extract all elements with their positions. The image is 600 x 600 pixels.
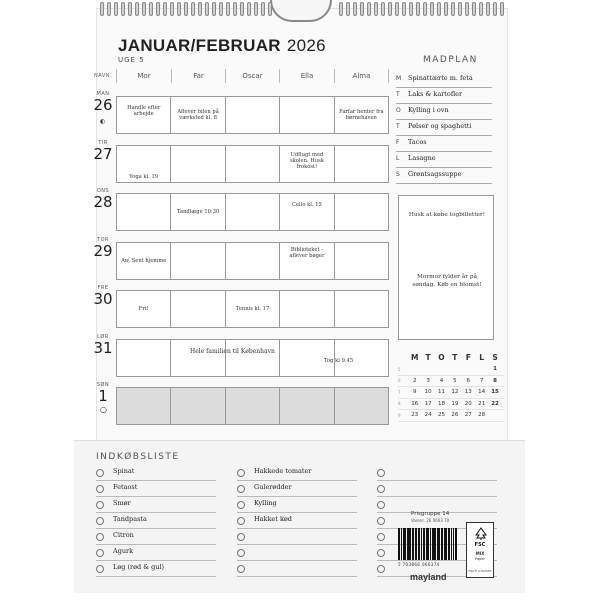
schedule-cell[interactable] xyxy=(171,146,225,182)
shopping-item-text: Tandpasta xyxy=(113,515,147,523)
week-number: 9 xyxy=(398,412,401,418)
moon-phase-icon: ○ xyxy=(100,405,107,414)
madplan-title: MADPLAN xyxy=(423,55,478,65)
meal-row[interactable] xyxy=(396,104,492,120)
item-number: Varenr. 26 0663 70 xyxy=(411,518,450,523)
spiral-loop xyxy=(268,2,272,16)
barcode-bar xyxy=(432,528,433,560)
week-number: 7 xyxy=(398,389,401,395)
barcode-bar xyxy=(449,528,450,560)
checkbox-circle-icon[interactable] xyxy=(237,501,245,509)
mini-calendar-week xyxy=(398,376,504,388)
checkbox-circle-icon[interactable] xyxy=(96,469,104,477)
spiral-loop xyxy=(388,2,392,16)
mini-calendar-day: 20 xyxy=(464,400,472,407)
day-label xyxy=(92,91,114,113)
spiral-loop xyxy=(430,2,434,16)
fsc-paper-label: Paper xyxy=(475,557,485,561)
mini-calendar-day: 5 xyxy=(453,377,457,384)
week-label: UGE 5 xyxy=(118,56,145,64)
mini-calendar-day: 25 xyxy=(437,412,445,419)
member-header: Far xyxy=(171,69,225,83)
mini-calendar-weekday: L xyxy=(479,353,485,362)
spiral-loop xyxy=(486,2,490,16)
spiral-loop xyxy=(149,2,153,16)
shopping-item-text: Citron xyxy=(113,531,134,539)
checkbox-circle-icon[interactable] xyxy=(377,549,385,557)
barcode-bar xyxy=(424,528,425,560)
schedule-cell[interactable]: Aw, Sent hjemme xyxy=(117,243,171,279)
mini-calendar-week xyxy=(398,387,504,399)
week-number: 5 xyxy=(398,366,401,372)
schedule-cell[interactable]: Aflever bilen på værksted kl. 8 xyxy=(171,97,225,133)
checkbox-circle-icon[interactable] xyxy=(237,517,245,525)
schedule-cell[interactable] xyxy=(335,194,388,230)
shopping-item-text: Løg (rød & gul) xyxy=(113,563,165,571)
fsc-certification-badge xyxy=(466,522,494,578)
meal-row[interactable] xyxy=(396,72,492,88)
meal-text: Tacos xyxy=(408,138,427,146)
shopping-item[interactable] xyxy=(96,561,216,577)
mini-calendar-day: 9 xyxy=(412,389,417,396)
mini-calendar-day: 2 xyxy=(412,377,417,384)
weekday-name: MAN xyxy=(96,91,110,97)
month-title: JANUAR/FEBRUAR xyxy=(118,36,281,55)
spiral-loop xyxy=(233,2,237,16)
price-group: Prisgruppe 14 xyxy=(411,511,450,517)
weekday-name: LØR xyxy=(97,333,109,340)
shopping-list-title: INDKØBSLISTE xyxy=(96,452,180,462)
shopping-item-text: Hakket kød xyxy=(254,515,292,523)
spiral-loop xyxy=(219,2,223,16)
shopping-item[interactable] xyxy=(96,529,216,545)
spiral-loop xyxy=(416,2,420,16)
barcode-bar xyxy=(421,528,422,560)
mini-calendar-day: 10 xyxy=(424,389,432,396)
mini-calendar-day: 7 xyxy=(479,377,484,384)
fsc-tree-icon xyxy=(474,527,488,541)
schedule-cell[interactable] xyxy=(335,291,388,327)
meal-text: Kylling i ovn xyxy=(408,106,449,114)
checkbox-circle-icon[interactable] xyxy=(377,501,385,509)
page-title xyxy=(118,36,326,56)
meal-row[interactable] xyxy=(396,168,492,184)
schedule-cell[interactable] xyxy=(226,388,280,424)
names-label: NAVN: xyxy=(94,73,113,79)
meal-text: Lasagne xyxy=(408,154,436,162)
note-birthday: Mormor fylder år på søndag. Køb en blomst! xyxy=(412,274,482,288)
shopping-item[interactable] xyxy=(237,497,357,513)
schedule-cell[interactable] xyxy=(117,388,171,424)
spiral-loop xyxy=(402,2,406,16)
shopping-item[interactable] xyxy=(96,497,216,513)
day-row-søn xyxy=(116,387,389,425)
mini-calendar-day: 6 xyxy=(466,377,470,384)
mini-calendar-day: 1 xyxy=(493,366,497,373)
day-label xyxy=(92,285,114,307)
fsc-logo-text: FSC xyxy=(474,542,486,548)
shopping-item[interactable] xyxy=(237,545,357,561)
checkbox-circle-icon[interactable] xyxy=(377,485,385,493)
note-tickets: Husk at købe togbilletter! xyxy=(408,212,486,218)
spiral-loop xyxy=(170,2,174,16)
checkbox-circle-icon[interactable] xyxy=(377,533,385,541)
spiral-loop xyxy=(437,2,441,16)
shopping-item-text: Hakkede tomater xyxy=(254,467,312,475)
checkbox-circle-icon[interactable] xyxy=(377,469,385,477)
spiral-binding xyxy=(100,2,504,18)
meal-row[interactable] xyxy=(396,136,492,152)
schedule-cell[interactable] xyxy=(226,146,280,182)
mini-calendar-week xyxy=(398,410,504,422)
day-number: 26 xyxy=(93,96,113,114)
spiral-loop xyxy=(184,2,188,16)
mini-calendar-weekday: O xyxy=(438,353,445,362)
schedule-cell[interactable]: Udflugt med skolen. Husk frokost! xyxy=(280,146,334,182)
fsc-mix-label: MIX xyxy=(475,551,485,556)
meal-day-letter: T xyxy=(396,91,400,98)
mini-calendar-weekday: T xyxy=(452,353,458,362)
shopping-item[interactable] xyxy=(96,481,216,497)
barcode-bar xyxy=(407,528,408,560)
spiral-loop xyxy=(451,2,455,16)
weekday-name: TIR xyxy=(98,139,108,146)
spiral-loop xyxy=(247,2,251,16)
spiral-loop xyxy=(261,2,265,16)
day-label xyxy=(92,334,114,356)
mini-calendar-day: 27 xyxy=(464,412,472,419)
barcode-bar xyxy=(413,528,414,560)
day-number: 1 xyxy=(98,387,108,405)
mini-calendar-day: 4 xyxy=(439,377,444,384)
schedule-cell[interactable] xyxy=(335,243,388,279)
schedule-cell[interactable] xyxy=(171,388,225,424)
day-label xyxy=(92,237,114,259)
meal-row[interactable] xyxy=(396,88,492,104)
brand-logo: mayland xyxy=(410,572,447,582)
weekday-name: ONS xyxy=(96,188,110,194)
mini-calendar-day: 23 xyxy=(411,412,419,419)
mini-calendar-week xyxy=(398,364,504,376)
barcode-bar xyxy=(453,528,454,560)
meal-day-letter: S xyxy=(396,171,400,178)
weekday-name: TOR xyxy=(97,236,109,243)
mini-calendar-day: 22 xyxy=(491,400,499,407)
mini-calendar-header xyxy=(398,353,504,364)
spiral-loop xyxy=(100,2,104,16)
mini-calendar-day: 21 xyxy=(478,400,486,407)
schedule-cell[interactable]: Cello kl. 15 xyxy=(280,194,334,230)
schedule-cell[interactable] xyxy=(226,97,280,133)
mini-calendar-day: 11 xyxy=(437,389,445,396)
barcode-number: 5 703866 066374 xyxy=(398,562,440,567)
shopping-item[interactable] xyxy=(237,561,357,577)
barcode-bar xyxy=(403,528,404,560)
week-number: 6 xyxy=(398,378,401,384)
barcode-bar xyxy=(439,528,440,560)
schedule-cell[interactable] xyxy=(226,340,280,376)
day-label xyxy=(92,188,114,210)
week-number: 8 xyxy=(398,401,401,407)
schedule-cell[interactable]: Handle efter arbejde xyxy=(117,97,171,133)
spiral-loop xyxy=(163,2,167,16)
mini-calendar-body xyxy=(398,364,504,422)
schedule-cell[interactable] xyxy=(280,291,334,327)
day-row-tir xyxy=(116,145,389,183)
mini-calendar-week xyxy=(398,399,504,411)
shopping-item-text: Smør xyxy=(113,499,131,507)
meal-row[interactable] xyxy=(396,152,492,168)
member-header: Oscar xyxy=(225,69,279,83)
mini-calendar-day: 28 xyxy=(478,412,486,419)
mini-calendar-day: 15 xyxy=(491,389,499,396)
year-label: 2026 xyxy=(286,36,326,55)
mini-calendar-day: 19 xyxy=(451,400,459,407)
spiral-loop xyxy=(114,2,118,16)
spiral-loop xyxy=(374,2,378,16)
checkbox-circle-icon[interactable] xyxy=(237,549,245,557)
barcode-bar xyxy=(442,528,443,560)
day-label xyxy=(92,382,114,404)
spiral-loop xyxy=(212,2,216,16)
spiral-loop xyxy=(177,2,181,16)
meal-text: Spinattærte m. feta xyxy=(408,74,473,82)
notes-box xyxy=(398,195,494,340)
barcode-bar xyxy=(410,528,411,560)
spiral-loop xyxy=(409,2,413,16)
schedule-cell[interactable] xyxy=(117,194,171,230)
mini-calendar-day: 13 xyxy=(464,389,472,396)
spiral-loop xyxy=(472,2,476,16)
spiral-loop xyxy=(465,2,469,16)
spiral-loop xyxy=(156,2,160,16)
shopping-item[interactable] xyxy=(377,481,497,497)
schedule-cell[interactable] xyxy=(226,243,280,279)
meal-day-letter: M xyxy=(396,75,402,82)
checkbox-circle-icon[interactable] xyxy=(96,565,104,573)
shopping-item[interactable] xyxy=(96,513,216,529)
barcode-bar xyxy=(445,528,446,560)
schedule-cell[interactable]: Yoga kl. 19 xyxy=(117,146,171,182)
spiral-loop xyxy=(444,2,448,16)
spiral-loop xyxy=(381,2,385,16)
day-number: 28 xyxy=(93,193,113,211)
checkbox-circle-icon[interactable] xyxy=(237,533,245,541)
day-number: 30 xyxy=(93,290,113,308)
checkbox-circle-icon[interactable] xyxy=(237,565,245,573)
meal-text: Grøntsagssuppe xyxy=(408,170,462,178)
spiral-loop xyxy=(360,2,364,16)
saturday-family-note: Hele familien til København xyxy=(190,348,275,355)
shopping-item[interactable] xyxy=(237,513,357,529)
meal-day-letter: T xyxy=(396,123,400,130)
meal-row[interactable] xyxy=(396,120,492,136)
mini-calendar-february xyxy=(398,353,504,422)
day-row-man xyxy=(116,96,389,134)
schedule-cell[interactable] xyxy=(117,340,171,376)
shopping-item[interactable] xyxy=(237,481,357,497)
schedule-cell[interactable] xyxy=(171,243,225,279)
checkbox-circle-icon[interactable] xyxy=(96,485,104,493)
meal-day-letter: L xyxy=(396,155,400,162)
moon-phase-icon: ◐ xyxy=(100,118,106,125)
checkbox-circle-icon[interactable] xyxy=(96,501,104,509)
member-header: Ella xyxy=(279,69,334,83)
mini-calendar-day: 8 xyxy=(493,377,497,384)
schedule-cell[interactable] xyxy=(335,388,388,424)
spiral-loop xyxy=(500,2,504,16)
shopping-item-text: Kylling xyxy=(254,499,277,507)
mini-calendar-day: 17 xyxy=(424,400,432,407)
barcode-bar xyxy=(428,528,429,560)
mini-calendar-day: 16 xyxy=(411,400,419,407)
day-row-ons xyxy=(116,193,389,231)
schedule-cell[interactable]: Farfar henter fra børnehaven xyxy=(339,109,384,121)
schedule-cell[interactable] xyxy=(280,97,334,133)
schedule-cell[interactable] xyxy=(280,388,334,424)
spiral-loop xyxy=(135,2,139,16)
spiral-loop xyxy=(346,2,350,16)
weekday-name: FRE xyxy=(97,285,109,291)
shopping-item-text: Spinat xyxy=(113,467,135,475)
day-label xyxy=(92,140,114,162)
day-number: 29 xyxy=(93,241,113,260)
schedule-cell[interactable]: Fri! xyxy=(117,291,171,327)
spiral-loop xyxy=(198,2,202,16)
checkbox-circle-icon[interactable] xyxy=(237,485,245,493)
saturday-train-note: Tog kl 9.45 xyxy=(324,358,354,364)
shopping-item-text: Gulerødder xyxy=(254,483,292,491)
barcode-bar xyxy=(418,528,419,560)
mini-calendar-day: 24 xyxy=(424,412,432,419)
meal-day-letter: O xyxy=(396,107,401,114)
spiral-loop xyxy=(353,2,357,16)
checkbox-circle-icon[interactable] xyxy=(237,469,245,477)
day-row-fre xyxy=(116,290,389,328)
fsc-code: FSC® C102053 xyxy=(468,569,492,573)
spiral-loop xyxy=(423,2,427,16)
meal-text: Pølser og spaghetti xyxy=(408,122,472,130)
spiral-loop xyxy=(479,2,483,16)
spiral-loop xyxy=(458,2,462,16)
shopping-item[interactable] xyxy=(96,545,216,561)
day-number: 31 xyxy=(93,338,113,357)
spiral-loop xyxy=(128,2,132,16)
schedule-cell[interactable] xyxy=(335,146,388,182)
mini-calendar-weekday: F xyxy=(465,353,471,362)
mini-calendar-day: 12 xyxy=(451,389,459,396)
mini-calendar-day: 18 xyxy=(437,400,445,407)
schedule-cell[interactable] xyxy=(171,340,225,376)
spiral-loop xyxy=(493,2,497,16)
barcode-bar xyxy=(456,528,457,560)
barcode-bar xyxy=(399,528,400,560)
mini-calendar-day: 14 xyxy=(478,389,486,396)
spiral-loop xyxy=(191,2,195,16)
spiral-loop xyxy=(339,2,343,16)
mini-calendar-weekday: M xyxy=(410,353,419,362)
mini-calendar-weekday: T xyxy=(425,353,431,362)
shopping-item-text: Fetaost xyxy=(113,483,138,491)
spiral-loop xyxy=(142,2,146,16)
shopping-item[interactable] xyxy=(377,465,497,481)
mini-calendar-day: 3 xyxy=(426,377,430,384)
member-header: Alma xyxy=(334,69,389,83)
shopping-item[interactable] xyxy=(237,529,357,545)
schedule-cell[interactable]: Biblioteket - aflever bøger xyxy=(280,243,334,279)
mini-calendar-day: 26 xyxy=(451,412,459,419)
meal-text: Laks & kartofler xyxy=(408,90,463,98)
checkbox-circle-icon[interactable] xyxy=(96,517,104,525)
schedule-cell[interactable] xyxy=(226,194,280,230)
weekday-name: SØN xyxy=(96,382,110,388)
spiral-loop xyxy=(395,2,399,16)
day-row-tor xyxy=(116,242,389,280)
spiral-loop xyxy=(107,2,111,16)
checkbox-circle-icon[interactable] xyxy=(377,517,385,525)
mini-calendar-weekday: S xyxy=(492,353,498,362)
shopping-item-text: Agurk xyxy=(113,547,134,555)
checkbox-circle-icon[interactable] xyxy=(377,565,385,573)
spiral-loop xyxy=(205,2,209,16)
spiral-loop xyxy=(367,2,371,16)
checkbox-circle-icon[interactable] xyxy=(96,533,104,541)
spiral-loop xyxy=(240,2,244,16)
spiral-loop xyxy=(254,2,258,16)
barcode-bar xyxy=(435,528,436,560)
spiral-loop xyxy=(121,2,125,16)
checkbox-circle-icon[interactable] xyxy=(96,549,104,557)
shopping-item[interactable] xyxy=(96,465,216,481)
schedule-cell[interactable] xyxy=(171,291,225,327)
day-number: 27 xyxy=(93,144,113,163)
member-header: Mor xyxy=(116,69,171,83)
schedule-cell[interactable]: Tandlæge 10:30 xyxy=(171,194,225,230)
meal-day-letter: F xyxy=(396,139,400,146)
schedule-cell[interactable]: Tennis kl. 17 xyxy=(226,291,280,327)
shopping-item[interactable] xyxy=(237,465,357,481)
spiral-loop xyxy=(226,2,230,16)
